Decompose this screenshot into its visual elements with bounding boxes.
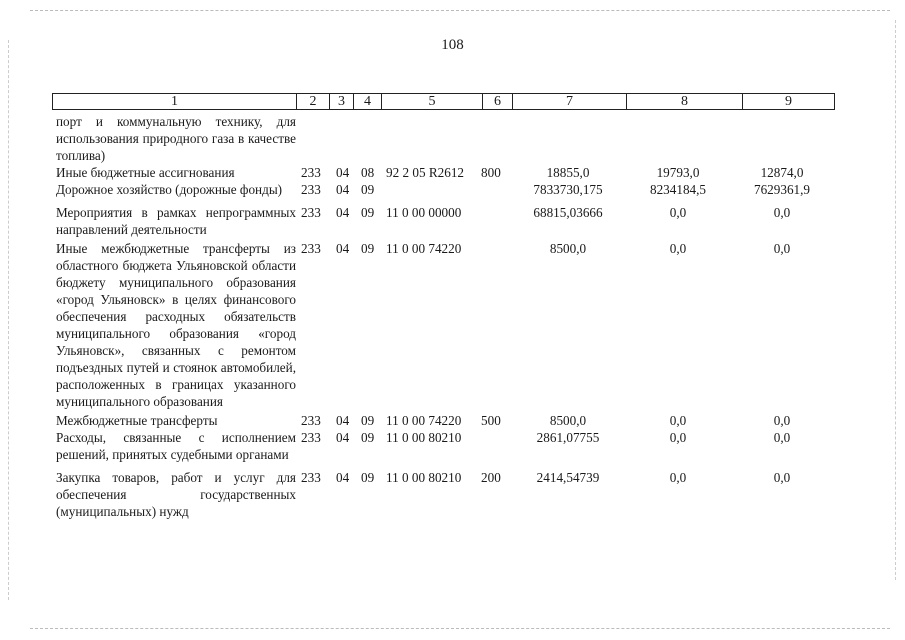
cell-c8: 0,0 [669,470,687,485]
cell-c9: 0,0 [773,430,791,445]
header-col-3: 3 [330,94,354,109]
cell-c5: 11 0 00 74220 [386,413,462,428]
row-name: Дорожное хозяйство (дорожные фонды) [56,182,283,197]
header-col-5: 5 [382,94,483,109]
row-name: Расходы, связанные с исполнением решений, принятых судебными органами [56,430,296,462]
cell-c3: 04 [336,430,350,445]
cell-c7: 2861,07755 [536,430,600,445]
cell-c7: 8500,0 [549,241,587,256]
cell-c4: 09 [361,241,375,256]
cell-c7: 8500,0 [549,413,587,428]
cell-c7: 2414,54739 [536,470,600,485]
row-name: Мероприятия в рамках непрограммных направлений деятельности [56,205,296,237]
table-row [56,113,836,164]
row-name: Иные межбюджетные трансферты из областного бюджета Ульяновской области бюджету муниципального образования «город Ульяновск» в целях финансового обеспечения расходных обязательств муниципального образования «город Ульяновск», связанных с ремонтом подъездных путей и стоянок автомобилей, расположенных в границах указанного муниципального образования [56,241,296,409]
cell-c9: 0,0 [773,470,791,485]
cell-c6 [481,204,513,238]
header-col-4: 4 [354,94,382,109]
cell-c7 [513,113,623,164]
cell-c3: 04 [336,205,350,220]
header-col-9: 9 [785,94,792,109]
cell-c4: 09 [361,182,375,197]
cell-c2: 233 [301,182,321,197]
cell-c3: 04 [336,241,350,256]
table-body [56,113,836,520]
cell-c6: 200 [481,470,501,485]
header-col-2: 2 [297,94,330,109]
cell-c3: 04 [336,165,350,180]
cell-c5: 11 0 00 80210 [386,470,462,485]
cell-c6: 500 [481,413,501,428]
header-col-1: 1 [53,94,297,109]
cell-c8: 19793,0 [656,165,700,180]
cell-c5 [386,181,481,198]
cell-c5: 92 2 05 R2612 [386,165,465,180]
row-name: порт и коммунальную технику, для использования природного газа в качестве топлива) [56,114,296,163]
table-header-row [52,93,835,110]
cell-c8: 0,0 [669,413,687,428]
cell-c6 [481,181,513,198]
scan-edge-right [895,20,896,580]
cell-c7: 7833730,175 [533,182,603,197]
cell-c3: 04 [336,470,350,485]
scan-edge-top [30,10,890,11]
cell-c9 [733,113,831,164]
cell-c4: 09 [361,470,375,485]
cell-c3: 04 [336,182,350,197]
cell-c9: 12874,0 [760,165,804,180]
cell-c5: 11 0 00 80210 [386,430,462,445]
table-row [56,204,836,238]
row-name: Межбюджетные трансферты [56,413,218,428]
cell-c9: 7629361,9 [753,182,811,197]
cell-c6 [481,429,513,463]
cell-c8: 0,0 [669,430,687,445]
table-row [56,181,836,198]
cell-c7: 18855,0 [546,165,590,180]
cell-c4: 09 [361,413,375,428]
cell-c8: 0,0 [669,205,687,220]
cell-c2: 233 [301,413,321,428]
row-name: Закупка товаров, работ и услуг для обеспечения государственных (муниципальных) нужд [56,470,296,519]
cell-c6 [481,113,513,164]
table-row [56,164,836,181]
cell-c7: 68815,03666 [533,205,603,220]
cell-c9: 0,0 [773,413,791,428]
cell-c6: 800 [481,165,501,180]
cell-c3 [336,113,361,164]
cell-c4: 08 [361,165,375,180]
cell-c8 [623,113,733,164]
scan-edge-bottom [30,628,890,629]
cell-c5 [386,113,481,164]
cell-c9: 0,0 [773,205,791,220]
table-row [56,469,836,520]
cell-c4 [361,113,386,164]
cell-c3: 04 [336,413,350,428]
cell-c5: 11 0 00 00000 [386,205,462,220]
page-number: 108 [441,37,464,53]
row-name: Иные бюджетные ассигнования [56,165,235,180]
scan-edge-left [8,40,9,600]
cell-c4: 09 [361,205,375,220]
cell-c2: 233 [301,430,321,445]
table-row [56,412,836,429]
cell-c2 [296,113,336,164]
cell-c2: 233 [301,241,321,256]
header-col-8: 8 [627,94,743,109]
cell-c2: 233 [301,205,321,220]
header-col-6: 6 [483,94,513,109]
cell-c8: 8234184,5 [649,182,707,197]
cell-c6 [481,240,513,410]
header-col-7: 7 [513,94,627,109]
table-row [56,240,836,410]
cell-c2: 233 [301,470,321,485]
cell-c4: 09 [361,430,375,445]
cell-c5: 11 0 00 74220 [386,241,462,256]
cell-c9: 0,0 [773,241,791,256]
cell-c8: 0,0 [669,241,687,256]
cell-c2: 233 [301,165,321,180]
table-row [56,429,836,463]
